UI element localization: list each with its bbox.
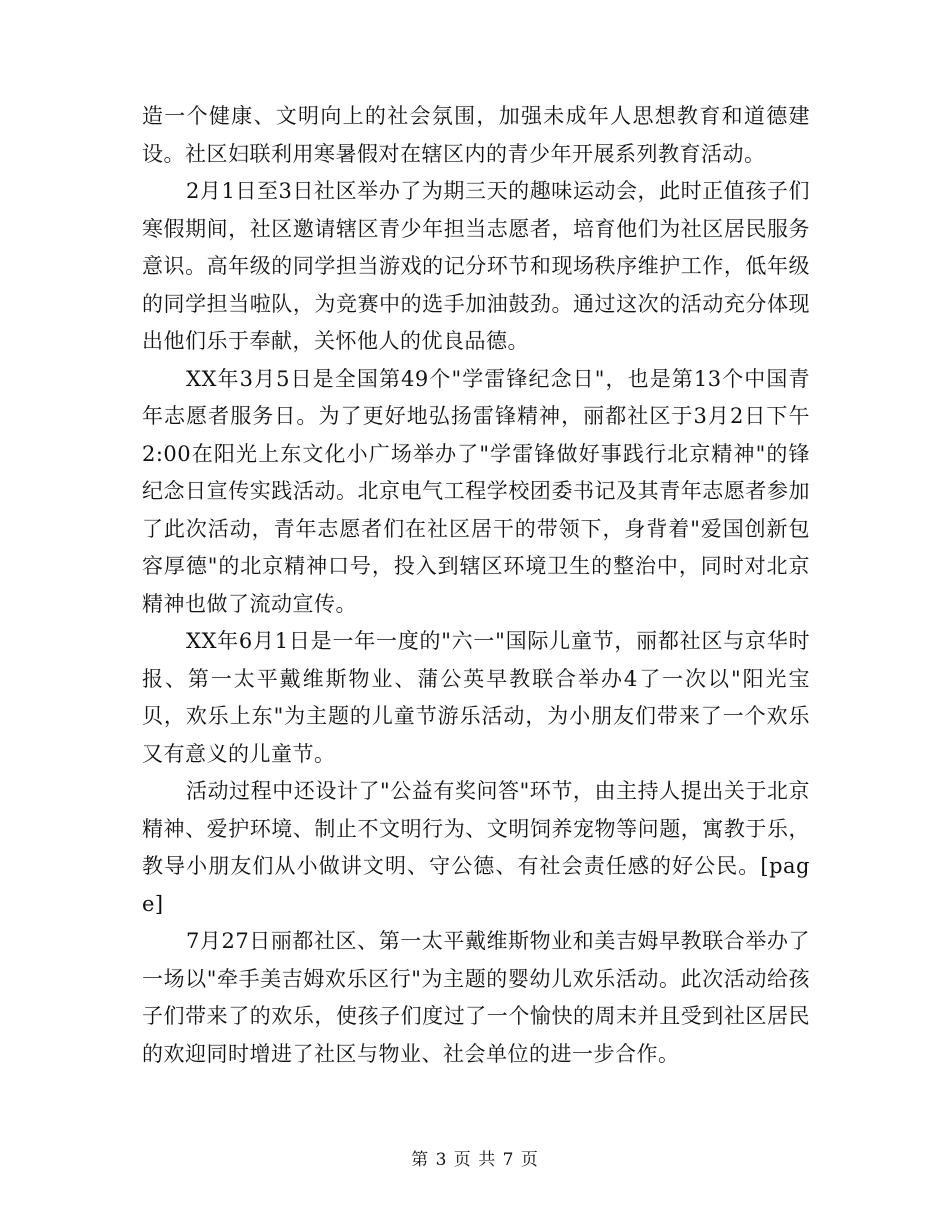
paragraph-2: 2月1日至3日社区举办了为期三天的趣味运动会，此时正值孩子们寒假期间，社区邀请辖区青少年担当志愿者，培育他们为社区居民服务意识。高年级的同学担当游戏的记分环节和现场秩序维护工作，低年级的同学担当啦队，为竞赛中的选手加油鼓劲。通过这次的活动充分体现出他们乐于奉献，关怀他人的优良品德。 [142,179,810,353]
paragraph-6: 7月27日丽都社区、第一太平戴维斯物业和美吉姆早教联合举办了一场以"牵手美吉姆欢乐区行"为主题的婴幼儿欢乐活动。此次活动给孩子们带来了的欢乐，使孩子们度过了一个愉快的周末并且受到社区居民的欢迎同时增进了社区与物业、社会单位的进一步合作。 [142,929,810,1066]
page-number-footer: 第 3 页 共 7 页 [411,1150,539,1170]
paragraph-1: 造一个健康、文明向上的社会氛围，加强未成年人思想教育和道德建设。社区妇联利用寒暑假对在辖区内的青少年开展系列教育活动。 [142,104,810,166]
paragraph-3: XX年3月5日是全国第49个"学雷锋纪念日"，也是第13个中国青年志愿者服务日。为了更好地弘扬雷锋精神，丽都社区于3月2日下午2:00在阳光上东文化小广场举办了"学雷锋做好事践行北京精神"的锋纪念日宣传实践活动。北京电气工程学校团委书记及其青年志愿者参加了此次活动，青年志愿者们在社区居干的带领下，身背着"爱国创新包容厚德"的北京精神口号，投入到辖区环境卫生的整治中，同时对北京精神也做了流动宣传。 [142,366,810,616]
paragraph-4: XX年6月1日是一年一度的"六一"国际儿童节，丽都社区与京华时报、第一太平戴维斯物业、蒲公英早教联合举办4了一次以"阳光宝贝，欢乐上东"为主题的儿童节游乐活动，为小朋友们带来了一个欢乐又有意义的儿童节。 [142,629,810,766]
document-body [142,98,810,1073]
paragraph-5: 活动过程中还设计了"公益有奖问答"环节，由主持人提出关于北京精神、爱护环境、制止不文明行为、文明饲养宠物等问题，寓教于乐，教导小朋友们从小做讲文明、守公德、有社会责任感的好公民。[page] [142,779,810,916]
